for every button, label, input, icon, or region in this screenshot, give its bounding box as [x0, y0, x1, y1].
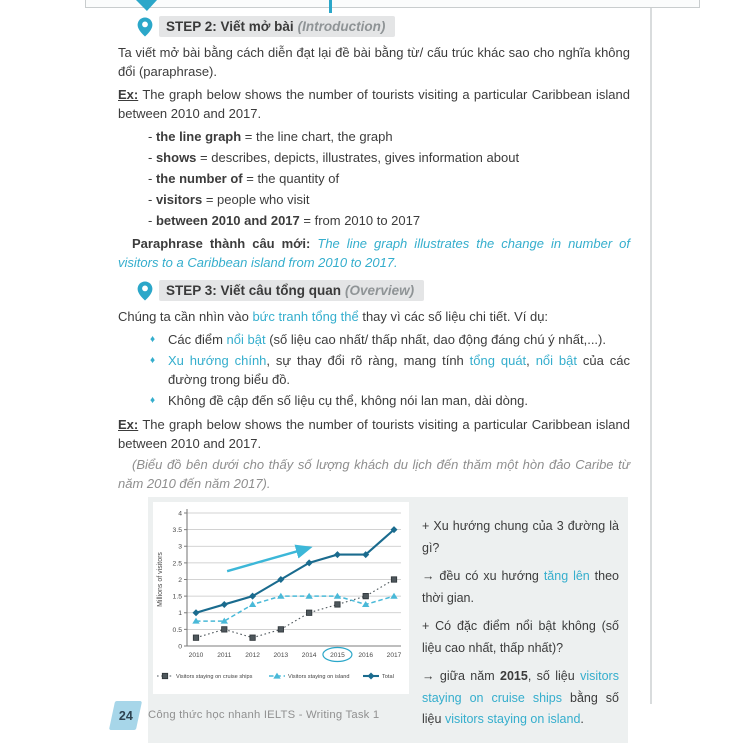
- divider-line-remnant: [329, 0, 332, 13]
- overview-list: [150, 330, 630, 410]
- step3-title-pill: [159, 280, 424, 301]
- svg-text:1.5: 1.5: [172, 593, 182, 601]
- location-pin-icon: [137, 17, 153, 37]
- previous-section-box-remnant: [85, 0, 700, 8]
- location-pin-icon: [137, 281, 153, 301]
- svg-text:2: 2: [178, 576, 182, 584]
- step3-header: [137, 280, 630, 301]
- svg-text:2011: 2011: [217, 652, 232, 659]
- vocab-list: [148, 126, 630, 231]
- overview-point: Không đề cập đến số liệu cụ thể, không nói lan man, dài dòng.: [168, 393, 528, 408]
- footer-book-title: Công thức học nhanh IELTS - Writing Task 1: [148, 709, 380, 721]
- page-content: [118, 16, 630, 743]
- overview-point: Các điểm nổi bật (số liệu cao nhất/ thấp nhất, dao động đáng chú ý nhất,...).: [168, 332, 606, 347]
- svg-text:2.5: 2.5: [172, 560, 182, 568]
- svg-text:0.5: 0.5: [172, 626, 182, 634]
- step3-title: STEP 3: Viết câu tổng quan: [166, 283, 342, 298]
- diamond-bullet-icon: ♦: [150, 334, 156, 345]
- step2-subtitle: (Introduction): [297, 19, 386, 34]
- example2-paragraph: Ex: The graph below shows the number of tourists visiting a particular Caribbean island between 2010 and 2017.: [118, 417, 630, 451]
- diamond-bullet-icon: ♦: [150, 355, 156, 366]
- svg-text:Total: Total: [382, 674, 394, 681]
- note-line: + Xu hướng chung của 3 đường là gì?: [422, 519, 619, 555]
- analysis-notes: [409, 502, 623, 738]
- svg-text:2015: 2015: [330, 652, 345, 659]
- overview-point: Xu hướng chính, sự thay đổi rõ ràng, mang tính tổng quát, nổi bật của các đường trong biểu đồ.: [168, 353, 630, 387]
- note-line: → giữa năm 2015, số liệu visitors staying on cruise ships bằng số liệu visitors staying on island.: [422, 669, 619, 726]
- list-item: [150, 351, 630, 389]
- note-line: + Có đặc điểm nổi bật không (số liệu cao nhất, thấp nhất)?: [422, 619, 619, 655]
- intro-paragraph: Ta viết mở bài bằng cách diễn đạt lại đề bài bằng từ/ cấu trúc khác sao cho nghĩa không đổi (paraphrase).: [118, 45, 630, 79]
- svg-text:2016: 2016: [358, 652, 374, 659]
- svg-text:2017: 2017: [386, 652, 402, 659]
- vocab-item: - the number of = the quantity of: [148, 171, 340, 186]
- svg-text:Visitors staying on island: Visitors staying on island: [288, 674, 350, 681]
- line-chart-card: [153, 502, 409, 694]
- vocab-item: - visitors = people who visit: [148, 192, 310, 207]
- svg-text:1: 1: [178, 610, 182, 618]
- tourists-line-chart: [153, 504, 409, 697]
- paraphrase-paragraph: Paraphrase thành câu mới: The line graph illustrates the change in number of visitors to a Caribbean island from 2010 to 2017.: [118, 236, 631, 270]
- step3-subtitle: (Overview): [345, 283, 415, 298]
- vocab-item: - shows = describes, depicts, illustrates, gives information about: [148, 150, 520, 165]
- step2-title-pill: [159, 16, 395, 37]
- svg-text:2010: 2010: [188, 652, 204, 659]
- diamond-bullet-icon: ♦: [150, 395, 156, 406]
- vocab-item: - the line graph = the line chart, the graph: [148, 129, 393, 144]
- vietnamese-caption: (Biểu đồ bên dưới cho thấy số lượng khách du lịch đến thăm một hòn đảo Caribe từ năm 2010 đến năm 2017).: [118, 457, 630, 491]
- chart-and-notes-block: [148, 497, 628, 743]
- overview-intro: Chúng ta cần nhìn vào bức tranh tổng thể thay vì các số liệu chi tiết. Ví dụ:: [118, 309, 549, 324]
- svg-text:2013: 2013: [273, 652, 289, 659]
- step2-header: [137, 16, 630, 37]
- vocab-item: - between 2010 and 2017 = from 2010 to 2017: [148, 213, 421, 228]
- svg-text:Millions of visitors: Millions of visitors: [157, 552, 164, 607]
- svg-text:0: 0: [178, 643, 182, 651]
- svg-text:Visitors staying on cruise shi: Visitors staying on cruise ships: [176, 674, 253, 681]
- svg-text:2012: 2012: [245, 652, 260, 659]
- svg-text:3.5: 3.5: [172, 527, 182, 535]
- example1-paragraph: Ex: The graph below shows the number of tourists visiting a particular Caribbean island between 2010 and 2017.: [118, 87, 630, 121]
- svg-text:2014: 2014: [301, 652, 317, 659]
- note-line: → đều có xu hướng tăng lên theo thời gian.: [422, 569, 620, 605]
- list-item: [150, 391, 630, 410]
- list-item: [150, 330, 630, 349]
- page-number: 24: [118, 708, 133, 723]
- step2-title: STEP 2: Viết mở bài: [166, 19, 294, 34]
- svg-text:4: 4: [178, 510, 182, 518]
- svg-text:3: 3: [178, 543, 182, 551]
- page-edge-line: [650, 8, 652, 704]
